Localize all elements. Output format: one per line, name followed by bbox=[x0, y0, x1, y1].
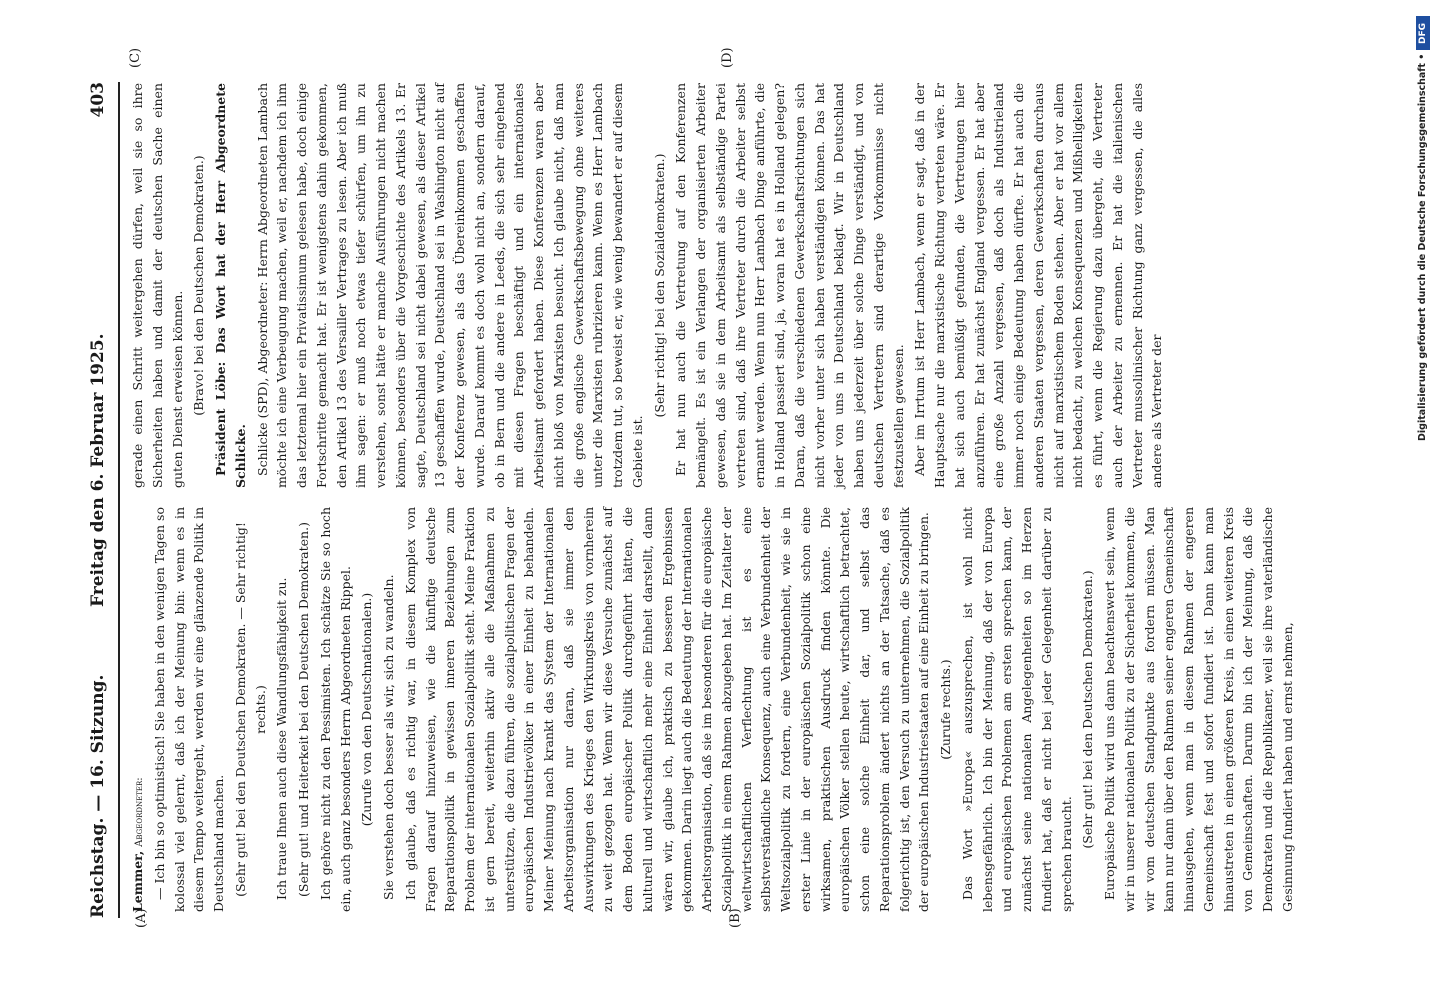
paragraph: Aber im Irrtum ist Herr Lambach, wenn er sagt, daß in der Hauptsache nur die marxistische Richtung vertreten wäre. Er hat sich auch bemüßigt gefunden, die Vertretungen hier anzuführen. Er hat zunächst England vergessen. Er hat aber eine große Anzahl vergessen, daß doch als Industrieland immer noch einige Bedeutung haben dürfte. Er hat auch die anderen Staaten vergessen, deren Gewerkschaften durchaus nicht auf marxistischem Boden stehen. Aber er hat vor allem nicht bedacht, zu welchen Konsequenzen und Mißhelligkeiten es führt, wenn die Regierung dazu übergeht, die Vertreter auch der Arbeiter zu ernennen. Er hat die italienischen Vertreter mussolinischer Richtung ganz vergessen, die alles andere als Vertreter der bbox=[912, 83, 1165, 488]
speaker-role: Abgeordneter: bbox=[134, 777, 145, 847]
paragraph: Ich gehöre nicht zu den Pessimisten. Ich schätze Sie so hoch ein, auch ganz besonders Herrn Abgeordneten Rippel. bbox=[317, 507, 353, 912]
speaker-name: Lemmer, bbox=[130, 850, 145, 912]
paragraph: Schlicke (SPD), Abgeordneter: Herrn Abgeordneten Lambach möchte ich eine Verbeugung machen, weil er, nachdem ich ihm das letztemal hier ein Privatissimum gelesen habe, doch einige Fortschritte gemacht hat. Er ist wenigstens dahin gekommen, den Artikel 13 des Versailler Vertrages zu lesen. Aber ich muß ihm sagen: er muß noch etwas tiefer schürfen, um ihn zu verstehen, sonst hätte er manche Ausführungen nicht machen können, besonders über die Vorgeschichte des Artikels 13. Er sagte, Deutschland sei nicht dabei gewesen, als dieser Artikel 13 geschaffen wurde, Deutschland sei in Washington nicht auf der Konferenz gewesen, als das Übereinkommen geschaffen wurde. Darauf kommt es doch wohl nicht an, sondern darauf, ob in Bern und die andere in Leeds, die sich sehr eingehend mit diesen Fragen beschäftigt und ein internationales Arbeitsamt gefordert haben. Diese Konferenzen waren aber nicht bloß von Marxisten besucht. Ich glaube nicht, daß man die große englische Gewerkschaftsbewegung ohne weiteres unter die Marxisten rubrizieren kann. Wenn es Herr Lambach trotzdem tut, so beweist er, wie wenig bewandert er auf diesem Gebiete ist. bbox=[254, 83, 645, 488]
interjection: (Sehr gut! und Heiterkeit bei den Deutschen Demokraten.) bbox=[296, 522, 312, 897]
header-session: Reichstag. — 16. Sitzung. bbox=[88, 674, 108, 918]
header-date: Freitag den 6. Februar 1925. bbox=[88, 333, 108, 608]
left-column bbox=[128, 507, 1300, 912]
interjection: (Zurufe von den Deutschnationalen.) bbox=[359, 592, 375, 827]
margin-marker-c: (C) bbox=[128, 47, 143, 68]
paragraph: Ich glaube, daß es richtig war, in diesem Komplex von Fragen darauf hinzuweisen, wie die künftige deutsche Reparationspolitik in gewissen inneren Beziehungen zum Problem der internationalen Sozialpolitik steht. Meine Fraktion ist gern bereit, weiterhin aktiv alle die Maßnahmen zu unterstützen, die dazu führen, die sozialpolitischen Fragen der europäischen Industrievölker in einer Einheit zu behandeln. Meiner Meinung nach krankt das System der Internationalen Arbeitsorganisation nur daran, daß sie immer den Auswirkungen des Krieges den Wirkungskreis von vornherein zu weit gezogen hat. Wenn wir diese Versuche zunächst auf dem Boden europäischer Politik durchgeführt hätten, die kulturell und wirtschaftlich mehr eine Einheit darstellt, dann wären wir, glaube ich, praktisch zu besseren Ergebnissen gekommen. Darin liegt auch die Bedeutung der Internationalen Arbeitsorganisation, daß sie im besonderen für die europäische Sozialpolitik in einem Rahmen abzugeben hat. Im Zeitalter der weltwirtschaftlichen Verflechtung ist es eine selbstverständliche Konsequenz, auch eine Verbundenheit der Weltsozialpolitik zu fordern, eine Verbundenheit, wie sie in erster Linie in der europäischen Sozialpolitik schon eine wirksamen, praktischen Ausdruck finden könnte. Die europäischen Völker stellen heute, wirtschaftlich betrachtet, schon eine solche Einheit dar, und selbst das Reparationsproblem ändert nichts an der Tatsache, daß es folgerichtig ist, den Versuch zu unternehmen, die Sozialpolitik der europäischen Industriestaaten auf eine Einheit zu bringen. bbox=[402, 507, 932, 912]
page-number: 403 bbox=[88, 82, 108, 118]
interjection: (Sehr gut! bei den Deutschen Demokraten.) bbox=[1080, 570, 1096, 849]
paragraph: Ich traue Ihnen auch diese Wandlungsfähigkeit zu. bbox=[274, 577, 290, 900]
speaker-line bbox=[128, 507, 148, 912]
digitization-sidebar bbox=[1416, 10, 1430, 990]
paragraph: Sie verstehen doch besser als wir, sich zu wandeln. bbox=[381, 574, 397, 900]
interjection: (Sehr gut! bei den Deutschen Demokraten. — Sehr richtig! rechts.) bbox=[232, 522, 268, 897]
paragraph: Europäische Politik wird uns dann beachtenswert sein, wenn wir in unserer nationalen Politik zu der Sicherheit kommen, die wir vom deutschen Standpunkte aus fordern müssen. Man kann nur dann über den Rahmen seiner engeren Gemeinschaft hinausgehen, wenn man in diesem Rahmen der engeren Gemeinschaft fest und sofort fundiert ist. Dann kann man hinaustreten in einen größeren Kreis, in einen weiteren Kreis von Gemeinschaften. Darum bin ich der Meinung, daß die Demokraten und die Republikaner, weil sie ihre vaterländische Gesinnung fundiert haben und ernst nehmen, bbox=[1102, 507, 1295, 912]
interjection: (Zurufe rechts.) bbox=[938, 659, 954, 760]
paragraph: — Ich bin so optimistisch! Sie haben in den wenigen Tagen so kolossal viel gelernt, daß ich der Meinung bin: wenn es in diesem Tempo weitergeht, werden wir eine glänzende Politik in Deutschland machen. bbox=[151, 507, 227, 912]
margin-marker-a: (A) bbox=[134, 908, 149, 928]
paragraph: gerade einen Schritt weitergehen dürfen, weil sie so ihre Sicherheiten haben und damit der deutschen Sache einen guten Dienst erweisen können. bbox=[130, 83, 185, 488]
margin-marker-d: (D) bbox=[720, 47, 735, 68]
page-header bbox=[84, 82, 114, 918]
paragraph: Er hat nun auch die Vertretung auf den Konferenzen bemängelt. Es ist ein Verlangen der organisierten Arbeiter gewesen, daß sie in dem Arbeitsamt als selbständige Partei vertreten sind, daß ihre Vertreter durch die Arbeiter selbst ernannt werden. Wenn nun Herr Lambach Dinge anführte, die in Holland passiert sind, ja, woran hat es in Holland gelegen? Daran, daß die verschiedenen Gewerkschaftsrichtungen sich nicht vorher unter sich haben verständigen können. Das hat jeder von uns in Deutschland beklagt. Wir in Deutschland haben uns jederzeit über solche Dinge verständigt, und von deutschen Vertretern sind derartige Vorkommnisse nicht festzustellen gewesen. bbox=[673, 83, 906, 488]
interjection: (Bravo! bei den Deutschen Demokraten.) bbox=[191, 155, 207, 416]
right-column bbox=[128, 83, 1169, 488]
margin-marker-b: (B) bbox=[728, 908, 743, 928]
digitization-credit: Digitalisierung gefördert durch die Deutsche Forschungsgemeinschaft • bbox=[1417, 54, 1428, 442]
dfg-logo: DFG bbox=[1416, 16, 1430, 50]
header-date-and-page bbox=[88, 82, 108, 607]
interjection: (Sehr richtig! bei den Sozialdemokraten.) bbox=[651, 153, 667, 418]
header-rule bbox=[118, 82, 120, 918]
paragraph: Das Wort »Europa« auszusprechen, ist wohl nicht lebensgefährlich. Ich bin der Meinung, daß der von Europa und europäischen Problemen am ersten sprechen kann, der zunächst seine nationalen Angelegenheiten so im Herzen fundiert hat, daß er nicht bei jeder Gelegenheit darüber zu sprechen braucht. bbox=[959, 507, 1074, 912]
president-statement: Präsident Löbe: Das Wort hat der Herr Abgeordnete Schlicke. bbox=[213, 83, 248, 488]
